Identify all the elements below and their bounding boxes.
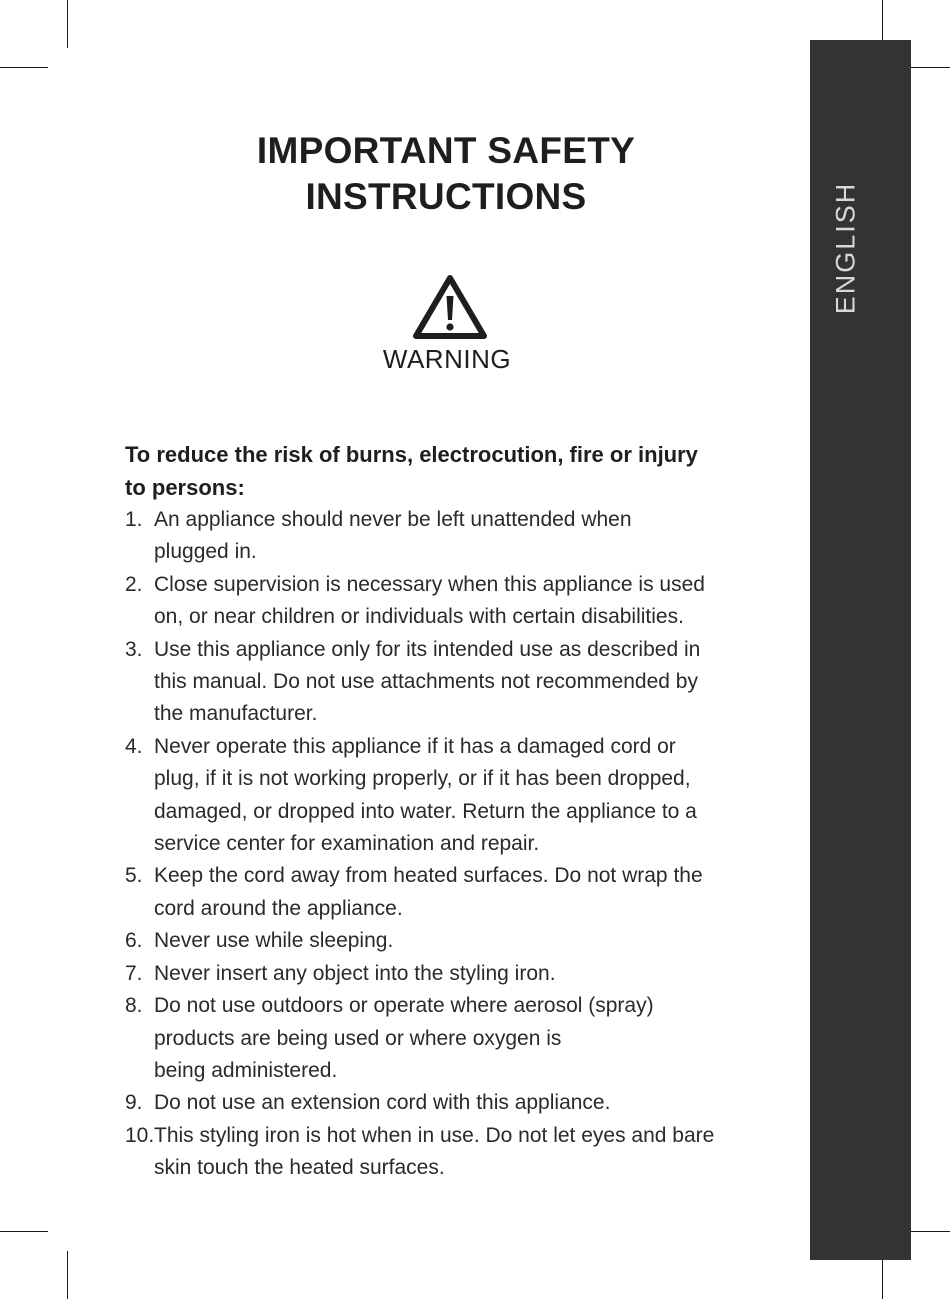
item-text: Keep the cord away from heated surfaces. Do not wrap the cord around the appliance. <box>154 864 703 920</box>
list-item <box>125 990 765 1087</box>
intro-statement: To reduce the risk of burns, electrocution, fire or injury to persons: <box>125 442 698 500</box>
title-line-1: IMPORTANT SAFETY <box>256 130 636 171</box>
item-text: Close supervision is necessary when this appliance is used on, or near children or individuals with certain disabilities. <box>154 572 705 629</box>
list-item <box>125 925 765 957</box>
language-label: ENGLISH <box>830 181 861 315</box>
item-text: Never insert any object into the styling iron. <box>154 961 556 985</box>
item-number: 7. <box>125 961 143 985</box>
crop-mark <box>0 1231 48 1232</box>
list-item <box>125 1120 765 1185</box>
item-number: 1. <box>125 508 143 531</box>
warning-triangle-icon <box>410 272 490 342</box>
list-item <box>125 731 765 861</box>
safety-instructions-list <box>125 504 765 1185</box>
item-number: 8. <box>125 994 143 1018</box>
item-text: An appliance should never be left unattended when plugged in. <box>154 508 632 564</box>
crop-mark <box>67 0 68 48</box>
list-item <box>125 860 765 925</box>
item-number: 5. <box>125 864 143 888</box>
item-number: 2. <box>125 572 143 596</box>
crop-mark <box>0 67 48 68</box>
item-text: Never use while sleeping. <box>154 929 394 953</box>
list-item <box>125 569 765 634</box>
list-item <box>125 1087 765 1119</box>
item-text: Never operate this appliance if it has a damaged cord or plug, if it is not working properly, or if it has been dropped, damaged, or dropped into water. Return the appliance to a service center for examination and repair. <box>154 734 697 856</box>
item-number: 3. <box>125 637 143 661</box>
crop-mark <box>67 1251 68 1299</box>
page-title <box>100 128 792 220</box>
list-item <box>125 504 765 569</box>
item-text: Do not use outdoors or operate where aerosol (spray) products are being used or where oxygen is being administered. <box>154 994 654 1082</box>
item-number: 9. <box>125 1091 143 1115</box>
item-number: 10. <box>125 1123 155 1147</box>
item-number: 6. <box>125 929 143 953</box>
warning-label: WARNING <box>382 344 512 374</box>
item-number: 4. <box>125 734 143 758</box>
list-item <box>125 634 765 731</box>
item-text: Do not use an extension cord with this appliance. <box>154 1091 611 1115</box>
list-item <box>125 958 765 990</box>
item-text: This styling iron is hot when in use. Do not let eyes and bare skin touch the heated surfaces. <box>154 1123 715 1180</box>
title-line-2: INSTRUCTIONS <box>305 176 587 217</box>
item-text: Use this appliance only for its intended use as described in this manual. Do not use attachments not recommended by the manufacturer. <box>154 637 701 726</box>
